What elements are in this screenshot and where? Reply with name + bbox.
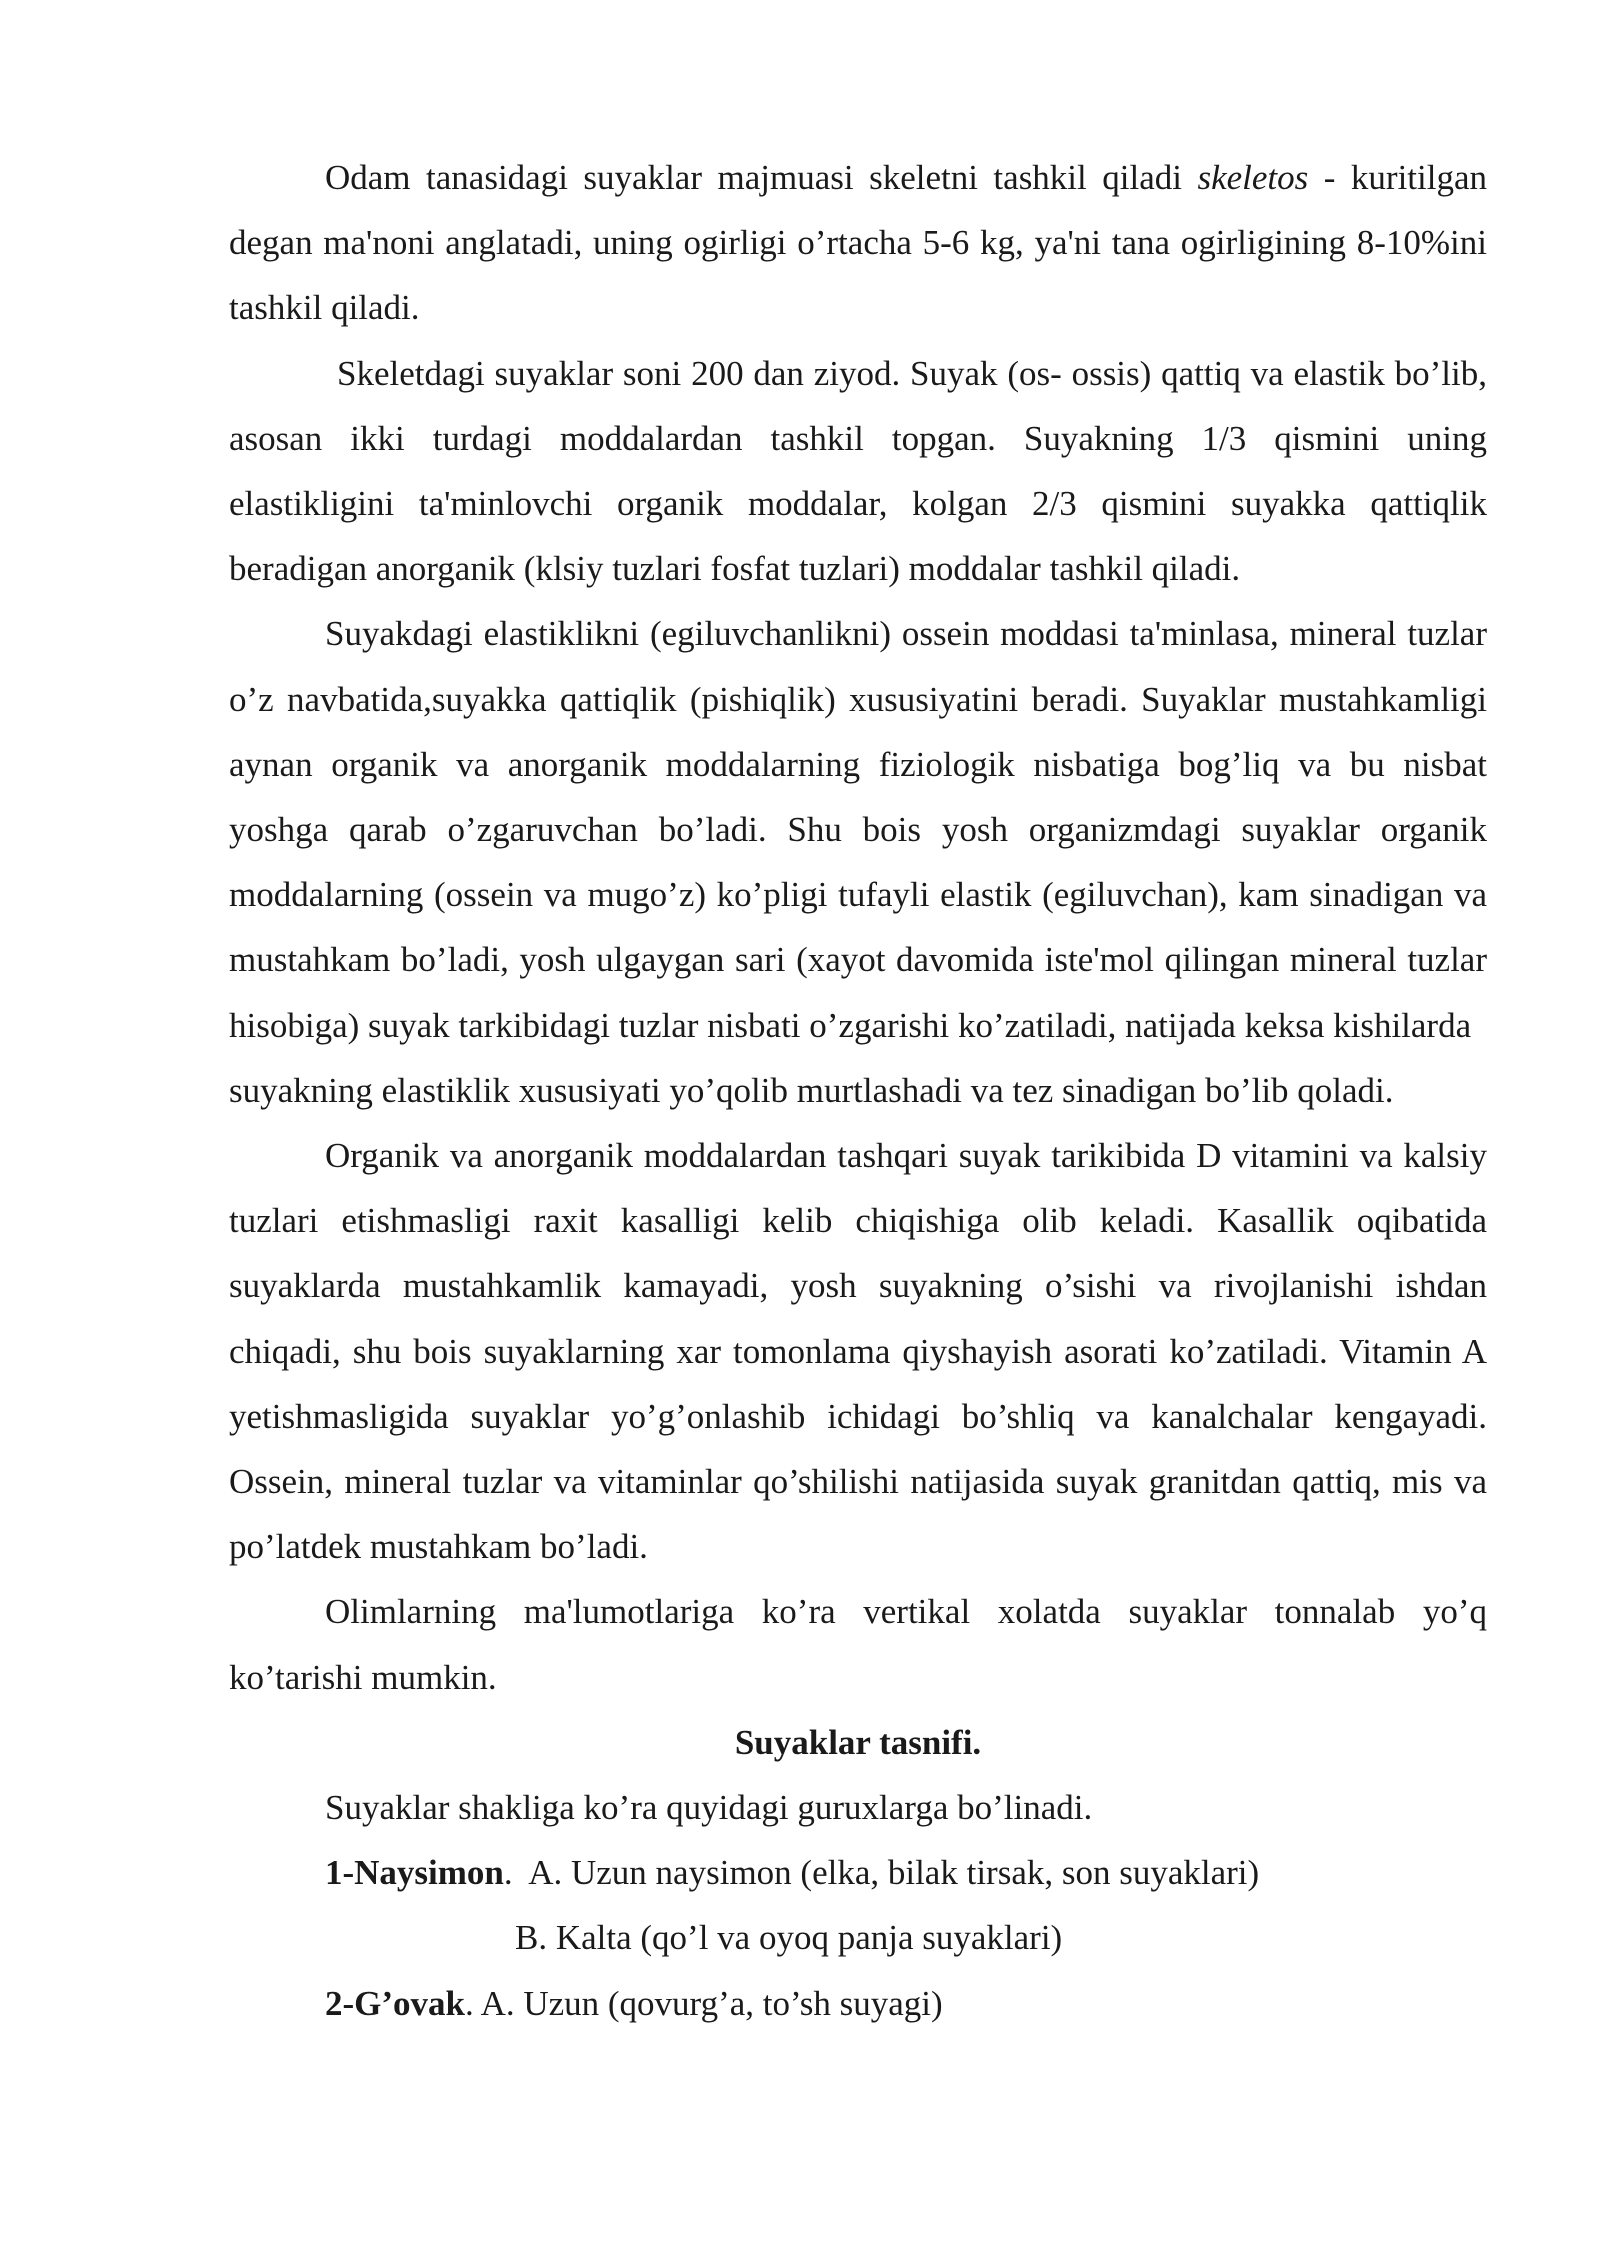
italic-term: skeletos (1197, 158, 1309, 197)
list-item-text: A. Uzun (qovurg’a, to’sh suyagi) (473, 1983, 943, 2023)
text-run: Odam tanasidagi suyaklar majmuasi skeletni tashkil qiladi (325, 158, 1198, 197)
classification-intro: Suyaklar shakliga ko’ra quyidagi guruxlarga bo’linadi. (325, 1788, 1093, 1828)
text-run: - kuritilgan degan ma'noni anglatadi, uning ogirligi o’rtacha 5-6 kg, ya'ni tana ogirligining 8-10%ini tashkil qiladi. (229, 158, 1488, 328)
list-item-text: B. Kalta (qo’l va oyoq panja suyaklari) (515, 1918, 1063, 1958)
paragraph-elasticity: Suyakdagi elastiklikni (egiluvchanlikni) ossein moddasi ta'minlasa, mineral tuzlar o’z navbatida,suyakka qattiqlik (pishiqlik) xususiyatini beradi. Suyaklar mustahkamligi aynan organik va anorganik moddalarning fiziologik nisbatiga bog’liq va bu nisbat yoshga qarab o’zgaruvchan bo’ladi. Shu bois yosh organizmdagi suyaklar organik moddalarning (ossein va mugo’z) ko’pligi tufayli elastik (egiluvchan), kam sinadigan va mustahkam bo’ladi, yosh ulgaygan sari (xayot davomida iste'mol qilingan mineral tuzlar hisobiga) suyak tarkibidagi tuzlar nisbati o’zgarishi ko’zatiladi, natijada keksa kishilarda (229, 614, 1487, 1045)
list-item (229, 1840, 1487, 1905)
list-item (229, 1971, 1487, 2036)
document-page (229, 145, 1487, 2036)
list-item-label: 2-G’ovak (325, 1983, 465, 2023)
list-item (229, 1905, 1487, 1970)
paragraph-bone-count: Skeletdagi suyaklar soni 200 dan ziyod. Suyak (os- ossis) qattiq va elastik bo’lib, asosan ikki turdagi moddalardan tashkil topgan. Suyakning 1/3 qismini uning elastikligini ta'minlovchi organik moddalar, kolgan 2/3 qismini suyakka qattiqlik beradigan anorganik (klsiy tuzlari fosfat tuzlari) moddalar tashkil qiladi. (229, 353, 1487, 589)
list-item-label: 1-Naysimon (325, 1853, 504, 1893)
list-item-punct: . (503, 1853, 513, 1893)
paragraph-elasticity-continuation: suyakning elastiklik xususiyati yo’qolib murtlashadi va tez sinadigan bo’lib qoladi. (229, 1070, 1394, 1110)
paragraph-skeleton-definition (229, 145, 1487, 341)
section-heading: Suyaklar tasnifi. (734, 1722, 982, 1762)
paragraph-load-capacity: Olimlarning ma'lumotlariga ko’ra vertikal xolatda suyaklar tonnalab yo’q ko’tarishi mumkin. (229, 1592, 1487, 1697)
list-item-text: A. Uzun naysimon (elka, bilak tirsak, son suyaklari) (512, 1853, 1260, 1893)
paragraph-vitamins: Organik va anorganik moddalardan tashqari suyak tarikibida D vitamini va kalsiy tuzlari etishmasligi raxit kasalligi kelib chiqishiga olib keladi. Kasallik oqibatida suyaklarda mustahkamlik kamayadi, yosh suyakning o’sishi va rivojlanishi ishdan chiqadi, shu bois suyaklarning xar tomonlama qiyshayish asorati ko’zatiladi. Vitamin A yetishmasligida suyaklar yo’g’onlashib ichidagi bo’shliq va kanalchalar kengayadi. Ossein, mineral tuzlar va vitaminlar qo’shilishi natijasida suyak granitdan qattiq, mis va po’latdek mustahkam bo’ladi. (229, 1136, 1487, 1567)
list-item-punct: . (465, 1983, 474, 2023)
